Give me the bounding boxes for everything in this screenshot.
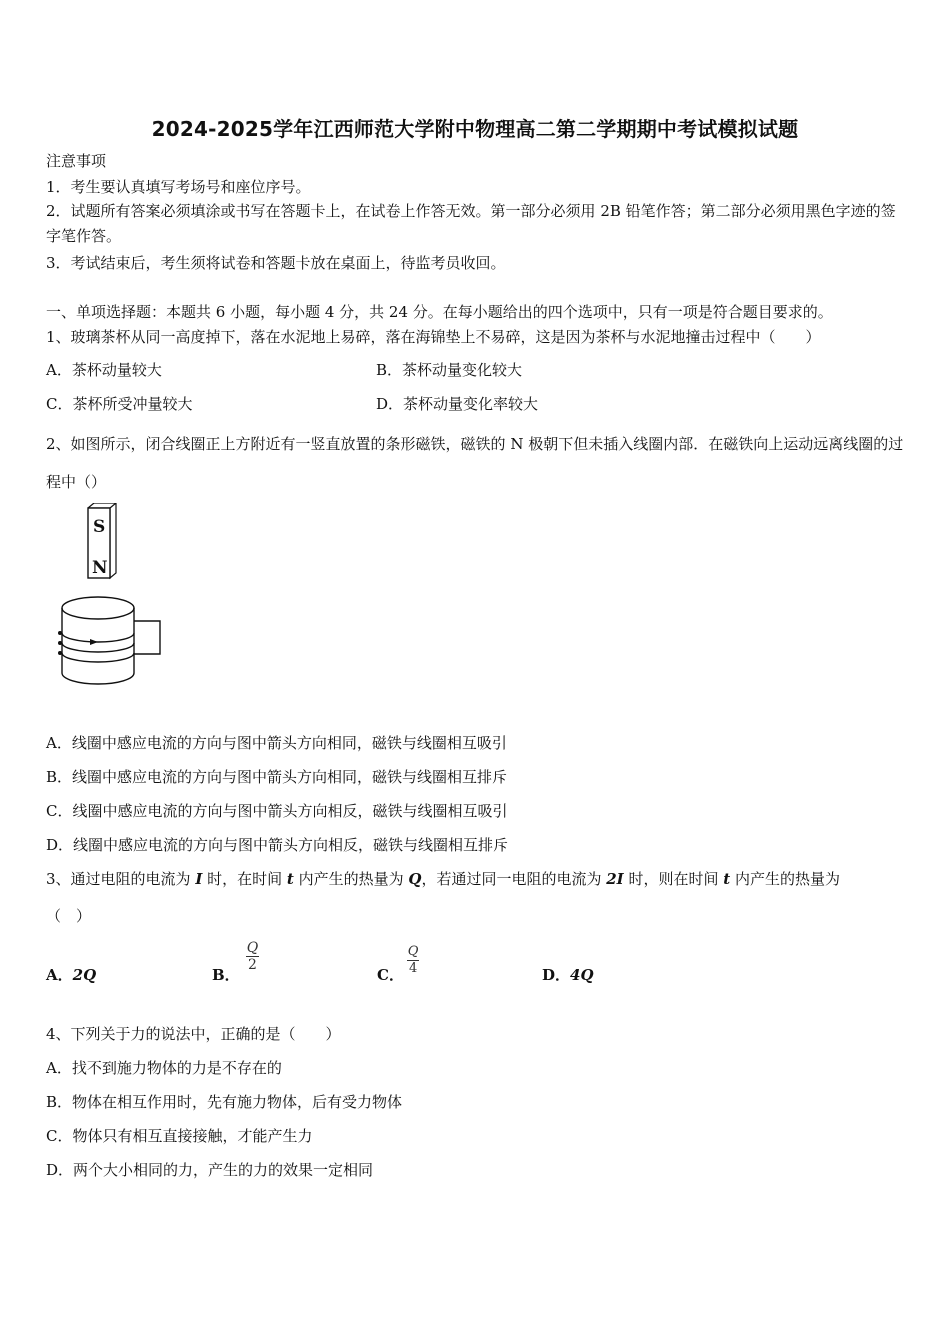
q3-option-c-fraction: $\frac{Q}{4}$	[407, 944, 419, 976]
q1-option-a: A．茶杯动量较大	[46, 361, 162, 379]
q3-option-c-label: C．	[377, 966, 404, 984]
notice-heading: 注意事项	[46, 152, 107, 170]
q4-option-a: A．找不到施力物体的力是不存在的	[46, 1059, 282, 1077]
q4-option-b: B．物体在相互作用时，先有施力物体，后有受力物体	[46, 1093, 403, 1111]
section-heading: 一、单项选择题：本题共 6 小题，每小题 4 分，共 24 分。在每小题给出的四个选项中，只有一项是符合题目要求的。	[46, 303, 833, 321]
q1-option-c: C．茶杯所受冲量较大	[46, 395, 193, 413]
q3-var-q: Q	[408, 870, 422, 888]
q1-stem: 1、玻璃茶杯从同一高度掉下，落在水泥地上易碎，落在海锦垫上不易碎，这是因为茶杯与水泥地撞击过程中（ ）	[46, 328, 821, 346]
q1-option-b: B．茶杯动量变化较大	[376, 361, 523, 379]
q2-option-d: D．线圈中感应电流的方向与图中箭头方向相反，磁铁与线圈相互排斥	[46, 836, 509, 854]
q2-option-b: B．线圈中感应电流的方向与图中箭头方向相同，磁铁与线圈相互排斥	[46, 768, 508, 786]
magnet-n-label: N	[92, 558, 108, 578]
q4-option-d: D．两个大小相同的力，产生的力的效果一定相同	[46, 1161, 374, 1179]
page-title: 2024-2025学年江西师范大学附中物理高二第二学期期中考试模拟试题	[151, 117, 799, 141]
q3-var-i: I	[195, 870, 203, 888]
notice-item-3: 3．考试结束后，考生须将试卷和答题卡放在桌面上，待监考员收回。	[46, 254, 506, 272]
notice-item-1: 1．考生要认真填写考场号和座位序号。	[46, 178, 311, 196]
q2-option-a: A．线圈中感应电流的方向与图中箭头方向相同，磁铁与线圈相互吸引	[46, 734, 507, 752]
bar-magnet	[88, 503, 116, 578]
q4-stem: 4、下列关于力的说法中，正确的是（ ）	[46, 1025, 341, 1043]
notice-item-2: 2．试题所有答案必须填涂或书写在答题卡上，在试卷上作答无效。第一部分必须用 2B 铅笔作答；第二部分必须用黑色字迹的签字笔作答。	[46, 202, 896, 245]
q3-option-d: D．4Q	[542, 966, 594, 984]
q3-option-b-label: B．	[212, 966, 240, 984]
q3-option-a: A．2Q	[46, 966, 97, 984]
q1-option-d: D．茶杯动量变化率较大	[376, 395, 539, 413]
magnet-s-label: S	[93, 517, 106, 537]
q3-var-t2: t	[723, 870, 731, 888]
q3-var-2i: 2I	[606, 870, 624, 888]
current-arrow-icon	[90, 639, 98, 645]
q3-stem: 3、通过电阻的电流为 I 时，在时间 t 内产生的热量为 Q，若通过同一电阻的电流为 2I 时，则在时间 t 内产生的热量为	[46, 870, 840, 888]
q2-stem: 2、如图所示，闭合线圈正上方附近有一竖直放置的条形磁铁，磁铁的 N 极朝下但未插入线圈内部．在磁铁向上运动远离线圈的过程中（）	[46, 435, 904, 491]
magnet-coil-figure	[48, 503, 168, 693]
q4-option-c: C．物体只有相互直接接触，才能产生力	[46, 1127, 313, 1145]
q3-var-t: t	[286, 870, 294, 888]
q2-option-c: C．线圈中感应电流的方向与图中箭头方向相反，磁铁与线圈相互吸引	[46, 802, 508, 820]
q3-option-b-fraction: $\frac{Q}{2}$	[246, 940, 259, 973]
coil	[58, 597, 160, 684]
q3-paren: （ ）	[46, 907, 92, 925]
